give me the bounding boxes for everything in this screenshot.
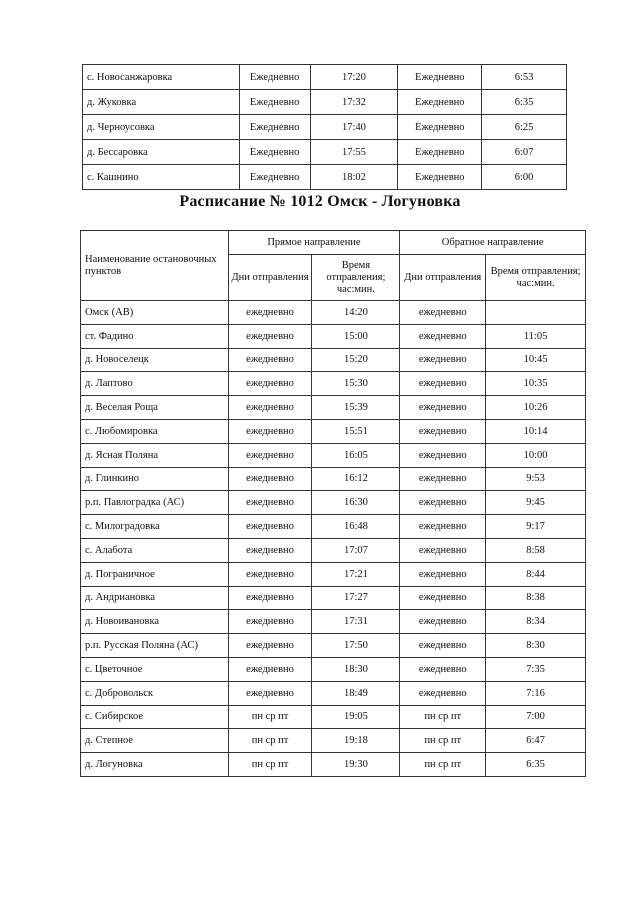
time-backward-cell: 6:07 (482, 140, 567, 165)
time-backward-cell: 7:00 (486, 705, 586, 729)
days-backward-cell: пн ср пт (400, 753, 486, 777)
table-row (81, 705, 586, 729)
days-backward-cell: ежедневно (400, 372, 486, 396)
days-backward-cell: ежедневно (400, 562, 486, 586)
stop-name-cell: р.п. Павлоградка (АС) (81, 491, 229, 515)
time-forward-cell: 18:02 (310, 165, 398, 190)
column-header-days-forward: Дни отправления (228, 255, 312, 301)
time-backward-cell: 7:16 (486, 681, 586, 705)
time-backward-cell: 10:14 (486, 419, 586, 443)
stop-name-cell: д. Бессаровка (83, 140, 240, 165)
table-row (83, 65, 567, 90)
days-backward-cell: ежедневно (400, 301, 486, 325)
days-backward-cell: ежедневно (400, 324, 486, 348)
stop-name-cell: д. Логуновка (81, 753, 229, 777)
table-row (81, 729, 586, 753)
days-backward-cell: ежедневно (400, 610, 486, 634)
table-row (81, 301, 586, 325)
column-header-stop-name: Наименование остановочных пунктов (81, 231, 229, 301)
time-backward-cell: 8:34 (486, 610, 586, 634)
time-forward-cell: 14:20 (312, 301, 400, 325)
days-forward-cell: ежедневно (228, 610, 312, 634)
time-backward-cell: 10:00 (486, 443, 586, 467)
stop-name-cell: д. Пограничное (81, 562, 229, 586)
days-backward-cell: пн ср пт (400, 705, 486, 729)
stop-name-cell: ст. Фадино (81, 324, 229, 348)
time-backward-cell: 9:53 (486, 467, 586, 491)
time-backward-cell: 6:35 (482, 90, 567, 115)
days-backward-cell: ежедневно (400, 419, 486, 443)
days-backward-cell: Ежедневно (398, 65, 482, 90)
days-forward-cell: ежедневно (228, 491, 312, 515)
time-forward-cell: 16:12 (312, 467, 400, 491)
table-row (81, 491, 586, 515)
stop-name-cell: с. Кашнино (83, 165, 240, 190)
schedule-table-body (81, 301, 586, 777)
days-backward-cell: Ежедневно (398, 90, 482, 115)
column-header-forward: Прямое направление (228, 231, 400, 255)
days-backward-cell: ежедневно (400, 467, 486, 491)
time-backward-cell: 10:26 (486, 396, 586, 420)
days-forward-cell: ежедневно (228, 538, 312, 562)
time-backward-cell: 8:30 (486, 634, 586, 658)
stop-name-cell: д. Ясная Поляна (81, 443, 229, 467)
previous-schedule-table (82, 64, 567, 190)
time-forward-cell: 15:00 (312, 324, 400, 348)
time-backward-cell: 8:38 (486, 586, 586, 610)
stop-name-cell: Омск (АВ) (81, 301, 229, 325)
table-row (81, 396, 586, 420)
time-backward-cell: 8:44 (486, 562, 586, 586)
time-forward-cell: 17:21 (312, 562, 400, 586)
days-backward-cell: ежедневно (400, 396, 486, 420)
days-backward-cell: Ежедневно (398, 140, 482, 165)
days-backward-cell: ежедневно (400, 538, 486, 562)
days-backward-cell: ежедневно (400, 491, 486, 515)
days-forward-cell: ежедневно (228, 681, 312, 705)
schedule-title: Расписание № 1012 Омск - Логуновка (179, 193, 461, 210)
days-forward-cell: ежедневно (228, 562, 312, 586)
stop-name-cell: д. Новоивановка (81, 610, 229, 634)
days-forward-cell: ежедневно (228, 443, 312, 467)
time-forward-cell: 18:49 (312, 681, 400, 705)
stop-name-cell: с. Любомировка (81, 419, 229, 443)
days-backward-cell: ежедневно (400, 657, 486, 681)
table-row (81, 515, 586, 539)
time-backward-cell: 10:35 (486, 372, 586, 396)
time-forward-cell: 16:30 (312, 491, 400, 515)
time-forward-cell: 17:20 (310, 65, 398, 90)
schedule-table-header (81, 231, 586, 301)
stop-name-cell: д. Андриановка (81, 586, 229, 610)
days-forward-cell: Ежедневно (239, 165, 310, 190)
table-row (81, 562, 586, 586)
time-forward-cell: 17:31 (312, 610, 400, 634)
time-forward-cell: 16:48 (312, 515, 400, 539)
table-row (83, 115, 567, 140)
time-backward-cell: 7:35 (486, 657, 586, 681)
days-forward-cell: ежедневно (228, 396, 312, 420)
days-forward-cell: ежедневно (228, 419, 312, 443)
table-row (81, 657, 586, 681)
stop-name-cell: д. Глинкино (81, 467, 229, 491)
table-row (81, 467, 586, 491)
days-forward-cell: ежедневно (228, 467, 312, 491)
table-row (81, 753, 586, 777)
time-backward-cell: 11:05 (486, 324, 586, 348)
time-forward-cell: 15:39 (312, 396, 400, 420)
time-forward-cell: 19:05 (312, 705, 400, 729)
time-backward-cell: 6:53 (482, 65, 567, 90)
stop-name-cell: д. Лаптово (81, 372, 229, 396)
table-row (81, 610, 586, 634)
days-forward-cell: Ежедневно (239, 140, 310, 165)
time-forward-cell: 17:27 (312, 586, 400, 610)
days-backward-cell: ежедневно (400, 634, 486, 658)
time-backward-cell: 10:45 (486, 348, 586, 372)
time-forward-cell: 15:51 (312, 419, 400, 443)
column-header-time-backward: Время отправления; час:мин. (486, 255, 586, 301)
time-backward-cell: 6:25 (482, 115, 567, 140)
days-forward-cell: ежедневно (228, 301, 312, 325)
table-row (81, 372, 586, 396)
days-forward-cell: ежедневно (228, 372, 312, 396)
days-backward-cell: ежедневно (400, 586, 486, 610)
table-row (81, 538, 586, 562)
days-backward-cell: Ежедневно (398, 165, 482, 190)
time-forward-cell: 18:30 (312, 657, 400, 681)
time-forward-cell: 15:20 (312, 348, 400, 372)
time-forward-cell: 16:05 (312, 443, 400, 467)
stop-name-cell: д. Новоселецк (81, 348, 229, 372)
days-forward-cell: Ежедневно (239, 90, 310, 115)
table-row (83, 165, 567, 190)
table-row (81, 681, 586, 705)
days-backward-cell: ежедневно (400, 681, 486, 705)
previous-schedule-body (83, 65, 567, 190)
column-header-time-forward: Время отправления; час:мин. (312, 255, 400, 301)
days-forward-cell: ежедневно (228, 348, 312, 372)
days-forward-cell: пн ср пт (228, 753, 312, 777)
time-forward-cell: 19:30 (312, 753, 400, 777)
stop-name-cell: с. Новосанжаровка (83, 65, 240, 90)
table-row (81, 586, 586, 610)
table-row (81, 634, 586, 658)
table-row (83, 90, 567, 115)
time-backward-cell (486, 301, 586, 325)
stop-name-cell: с. Сибирское (81, 705, 229, 729)
time-forward-cell: 17:55 (310, 140, 398, 165)
table-row (81, 443, 586, 467)
days-forward-cell: ежедневно (228, 657, 312, 681)
column-header-backward: Обратное направление (400, 231, 586, 255)
stop-name-cell: д. Черноусовка (83, 115, 240, 140)
time-forward-cell: 17:40 (310, 115, 398, 140)
stop-name-cell: с. Цветочное (81, 657, 229, 681)
days-forward-cell: пн ср пт (228, 705, 312, 729)
days-forward-cell: пн ср пт (228, 729, 312, 753)
time-backward-cell: 6:35 (486, 753, 586, 777)
days-forward-cell: ежедневно (228, 324, 312, 348)
schedule-table (80, 230, 586, 777)
time-forward-cell: 19:18 (312, 729, 400, 753)
time-backward-cell: 9:45 (486, 491, 586, 515)
time-backward-cell: 9:17 (486, 515, 586, 539)
table-row (81, 324, 586, 348)
stop-name-cell: д. Веселая Роща (81, 396, 229, 420)
stop-name-cell: д. Степное (81, 729, 229, 753)
time-forward-cell: 17:32 (310, 90, 398, 115)
time-backward-cell: 8:58 (486, 538, 586, 562)
table-row (81, 348, 586, 372)
column-header-days-backward: Дни отправления (400, 255, 486, 301)
days-forward-cell: ежедневно (228, 586, 312, 610)
days-backward-cell: ежедневно (400, 443, 486, 467)
stop-name-cell: с. Добровольск (81, 681, 229, 705)
days-backward-cell: пн ср пт (400, 729, 486, 753)
stop-name-cell: р.п. Русская Поляна (АС) (81, 634, 229, 658)
stop-name-cell: д. Жуковка (83, 90, 240, 115)
table-row (81, 419, 586, 443)
days-forward-cell: Ежедневно (239, 115, 310, 140)
days-backward-cell: Ежедневно (398, 115, 482, 140)
days-backward-cell: ежедневно (400, 515, 486, 539)
days-forward-cell: ежедневно (228, 515, 312, 539)
days-forward-cell: ежедневно (228, 634, 312, 658)
time-backward-cell: 6:47 (486, 729, 586, 753)
table-row (83, 140, 567, 165)
time-forward-cell: 15:30 (312, 372, 400, 396)
days-forward-cell: Ежедневно (239, 65, 310, 90)
time-backward-cell: 6:00 (482, 165, 567, 190)
days-backward-cell: ежедневно (400, 348, 486, 372)
time-forward-cell: 17:07 (312, 538, 400, 562)
stop-name-cell: с. Алабота (81, 538, 229, 562)
stop-name-cell: с. Милоградовка (81, 515, 229, 539)
time-forward-cell: 17:50 (312, 634, 400, 658)
